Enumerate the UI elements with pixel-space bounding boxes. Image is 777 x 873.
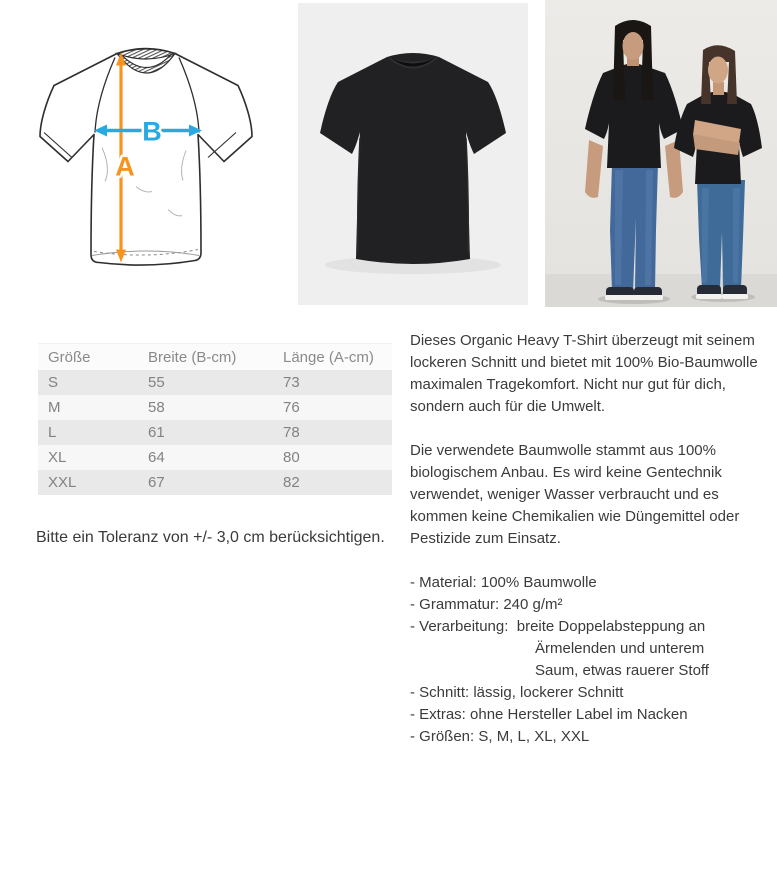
cell-size: XL — [48, 449, 67, 466]
models-illustration — [545, 0, 777, 307]
cell-breite: 58 — [148, 399, 165, 416]
tolerance-note: Bitte ein Toleranz von +/- 3,0 cm berücksichtigen. — [36, 529, 385, 546]
spec-line: - Verarbeitung: breite Doppelabsteppung an — [410, 618, 706, 635]
tshirt-measure-diagram — [18, 14, 262, 295]
description-paragraph-2: Die verwendete Baumwolle stammt aus 100% biologischem Anbau. Es wird keine Gentechnik verwendet, weniger Wasser verbraucht und es kommen keine Chemikalien wie Düngemittel oder Pestizide zum Einsatz. — [410, 442, 740, 547]
cell-size: M — [48, 399, 61, 416]
spec-line: - Größen: S, M, L, XL, XXL — [410, 728, 590, 745]
cell-laenge: 82 — [283, 474, 300, 491]
size-table-body — [38, 370, 392, 495]
table-row — [38, 370, 392, 395]
cell-breite: 61 — [148, 424, 165, 441]
cell-laenge: 78 — [283, 424, 300, 441]
cell-breite: 67 — [148, 474, 165, 491]
col-header-breite: Breite (B-cm) — [148, 344, 283, 371]
measure-label-a: A — [115, 151, 135, 182]
col-header-laenge: Länge (A-cm) — [283, 344, 392, 371]
spec-line: - Grammatur: 240 g/m² — [410, 596, 563, 613]
spec-line: Saum, etwas rauerer Stoff — [535, 662, 709, 679]
size-table-header — [38, 344, 392, 371]
cell-size: L — [48, 424, 57, 441]
cell-breite: 64 — [148, 449, 165, 466]
spec-list — [410, 572, 758, 748]
size-diagram-image[interactable] — [18, 14, 262, 295]
product-description — [410, 330, 758, 748]
table-row — [38, 395, 392, 420]
table-row — [38, 445, 392, 470]
cell-laenge: 73 — [283, 374, 300, 391]
size-table — [38, 343, 392, 495]
table-row — [38, 420, 392, 445]
black-tshirt-illustration — [298, 3, 528, 305]
cell-size: S — [48, 374, 59, 391]
spec-line: - Material: 100% Baumwolle — [410, 574, 597, 591]
spec-line: Ärmelenden und unterem — [535, 640, 705, 657]
description-paragraph-1: Dieses Organic Heavy T-Shirt überzeugt mit seinem lockeren Schnitt und bietet mit 100% Bio-Baumwolle maximalen Tragekomfort. Nicht nur gut für dich, sondern auch für die Umwelt. — [410, 332, 758, 415]
product-photo-black-tshirt[interactable] — [298, 3, 528, 305]
models-photo[interactable] — [545, 0, 777, 307]
measure-label-b: B — [142, 116, 162, 147]
col-header-groesse: Größe — [38, 344, 148, 371]
cell-breite: 55 — [148, 374, 165, 391]
cell-laenge: 76 — [283, 399, 300, 416]
cell-laenge: 80 — [283, 449, 300, 466]
spec-line: - Extras: ohne Hersteller Label im Nacken — [410, 706, 688, 723]
spec-line: - Schnitt: lässig, lockerer Schnitt — [410, 684, 624, 701]
table-row — [38, 470, 392, 495]
cell-size: XXL — [48, 474, 77, 491]
